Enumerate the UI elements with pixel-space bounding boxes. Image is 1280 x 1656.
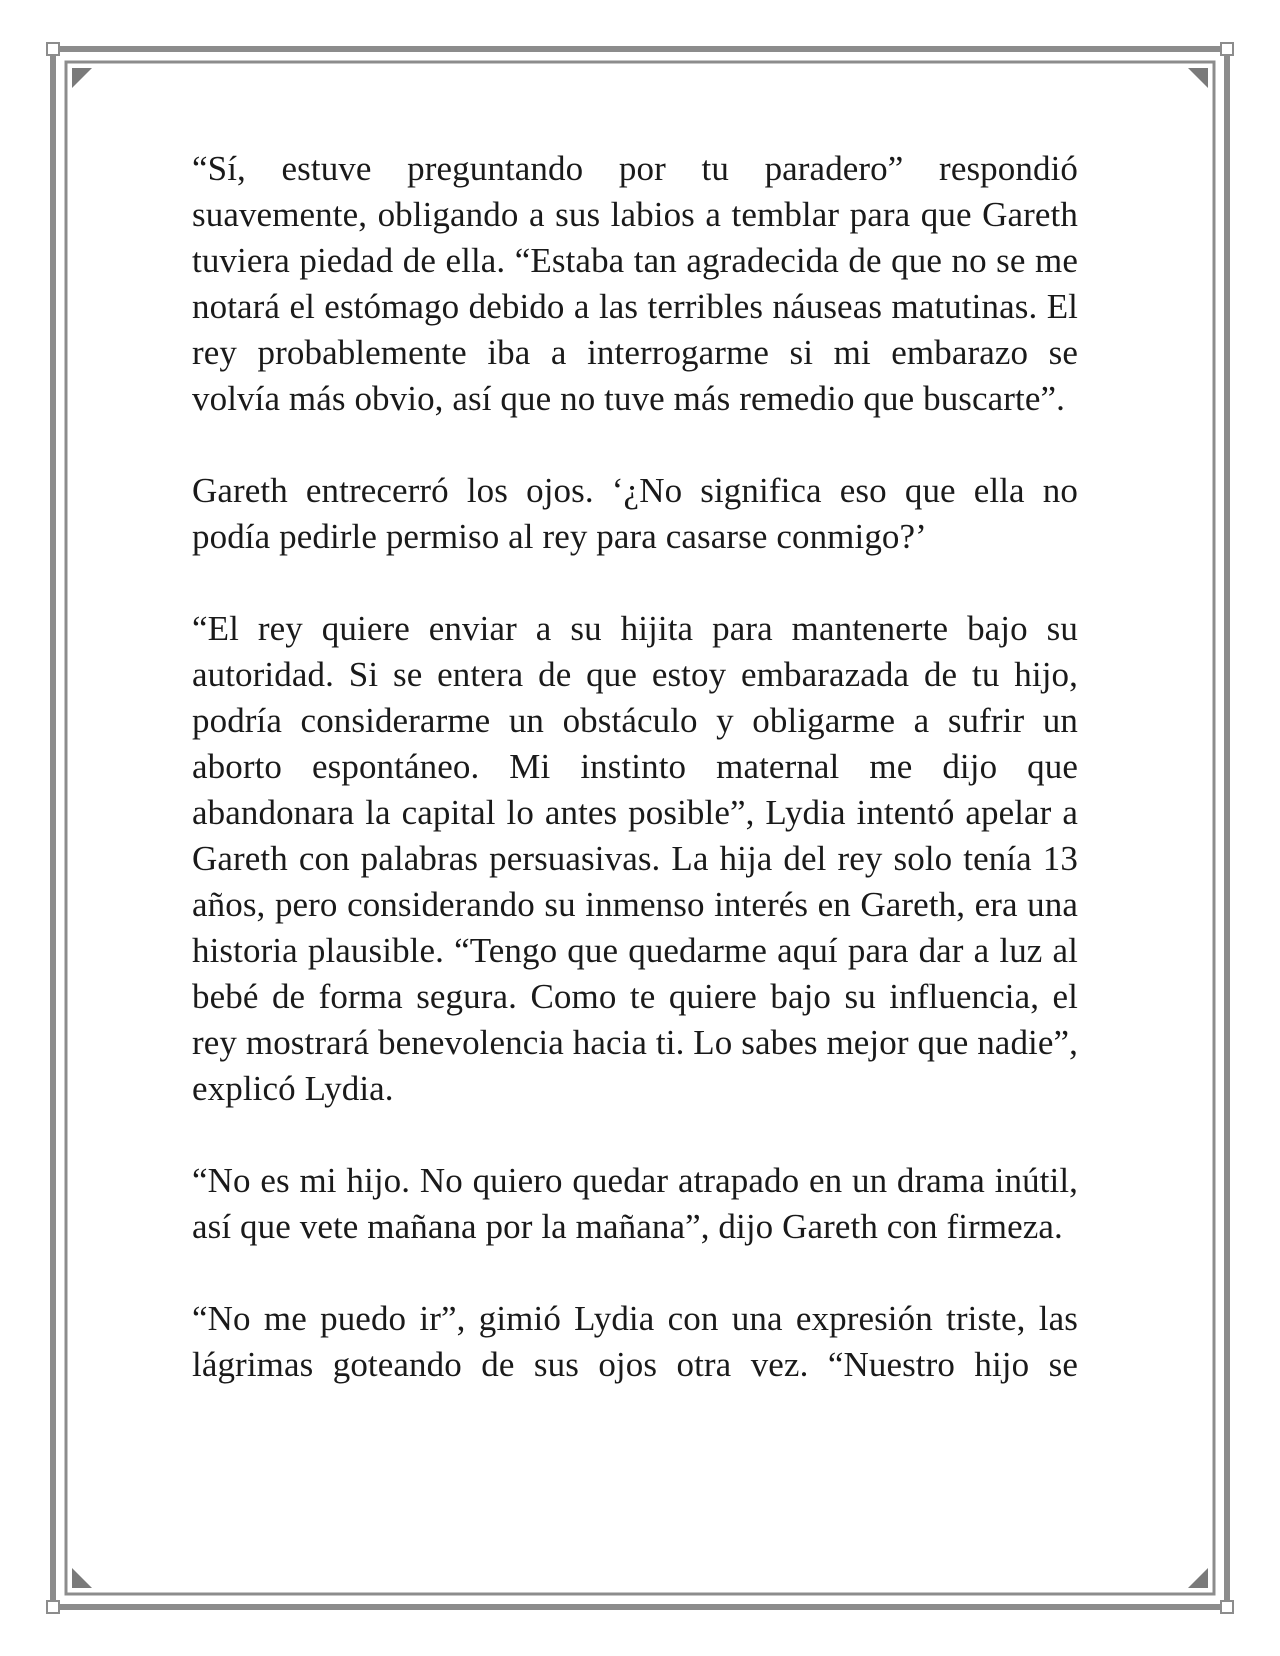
paragraph: “No es mi hijo. No quiero quedar atrapado en un drama inútil, así que vete mañana por la mañana”, dijo Gareth con firmeza. (192, 1161, 1078, 1246)
body-text (192, 146, 1078, 1388)
corner-ornament-tr (1188, 68, 1208, 88)
paragraph: Gareth entrecerró los ojos. ‘¿No significa eso que ella no podía pedirle permiso al rey para casarse conmigo?’ (192, 471, 1078, 556)
corner-square-br (1221, 1601, 1233, 1613)
corner-ornament-tl (72, 68, 92, 88)
paragraph: “Sí, estuve preguntando por tu paradero” respondió suavemente, obligando a sus labios a temblar para que Gareth tuviera piedad de ella. “Estaba tan agradecida de que no se me notará el estómago debido a las terribles náuseas matutinas. El rey probablemente iba a interrogarme si mi embarazo se volvía más obvio, así que no tuve más remedio que buscarte”. (192, 149, 1078, 418)
corner-square-tr (1221, 43, 1233, 55)
corner-square-bl (47, 1601, 59, 1613)
paragraph: “El rey quiere enviar a su hijita para mantenerte bajo su autoridad. Si se entera de que estoy embarazada de tu hijo, podría considerarme un obstáculo y obligarme a sufrir un aborto espontáneo. Mi instinto maternal me dijo que abandonara la capital lo antes posible”, Lydia intentó apelar a Gareth con palabras persuasivas. La hija del rey solo tenía 13 años, pero considerando su inmenso interés en Gareth, era una historia plausible. “Tengo que quedarme aquí para dar a luz al bebé de forma segura. Como te quiere bajo su influencia, el rey mostrará benevolencia hacia ti. Lo sabes mejor que nadie”, explicó Lydia. (192, 609, 1078, 1108)
corner-square-tl (47, 43, 59, 55)
paragraph: “No me puedo ir”, gimió Lydia con una expresión triste, las lágrimas goteando de sus ojos otra vez. “Nuestro hijo se (192, 1299, 1078, 1384)
corner-ornament-bl (72, 1568, 92, 1588)
corner-ornament-br (1188, 1568, 1208, 1588)
